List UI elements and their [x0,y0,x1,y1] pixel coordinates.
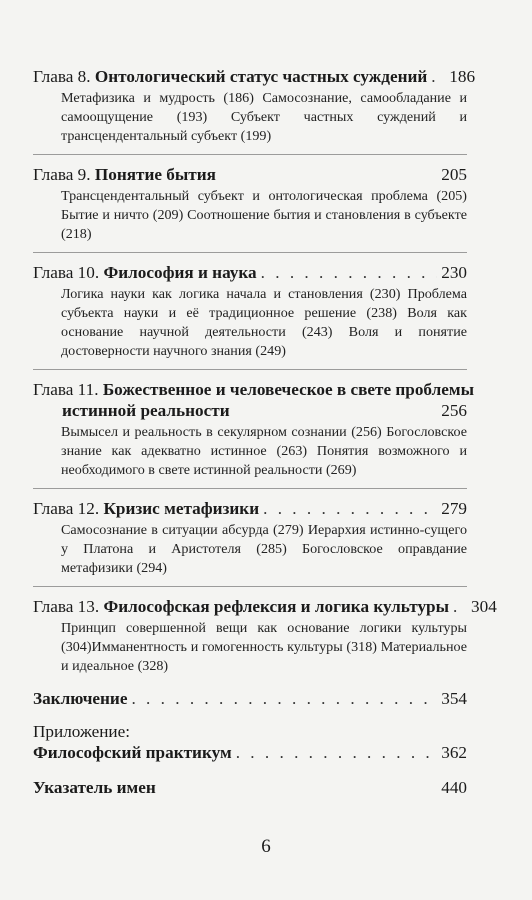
leader-dots [263,498,437,519]
divider [33,154,467,155]
toc-entry-chapter-13[interactable] [33,596,497,617]
chapter-sections: Метафизика и мудрость (186) Самосознание, самообладание и самоощущение (193) Субъект частных суждений и трансцендентальный субъект (199) [61,90,467,144]
chapter-title: Понятие бытия [94,165,216,184]
chapter-prefix: Глава 11. [33,380,99,399]
divider [33,488,467,489]
page-number: 186 [449,67,476,86]
chapter-sections: Трансцендентальный субъект и онтологическая проблема (205) Бытие и ничто (209) Соотношение бытия и становления в субъекте (218) [61,188,467,242]
page-number: 304 [471,597,497,616]
page-number: 279 [441,499,467,518]
chapter-title: Кризис метафизики [103,499,260,518]
chapter-title: Онтологический статус частных суждений [94,67,428,86]
page-number: 256 [441,401,467,420]
chapter-sections: Самосознание в ситуации абсурда (279) Иерархия истинно-сущего у Платона и Аристотеля (285) Богословское оправдание метафизики (294) [61,522,467,576]
appendix-label: Приложение: [33,722,131,741]
chapter-prefix: Глава 13. [33,597,100,616]
leader-dots [261,262,438,283]
chapter-title: Божественное и человеческое в свете проблемы [102,380,474,399]
table-of-contents [33,66,497,798]
divider [33,252,467,253]
section-title: Указатель имен [33,778,156,797]
chapter-prefix: Глава 9. [33,165,91,184]
leader-dots [131,688,437,709]
page-number: 205 [441,165,467,184]
chapter-prefix: Глава 10. [33,263,100,282]
section-title: Заключение [33,689,128,708]
toc-entry-index[interactable] [33,777,467,798]
toc-entry-appendix[interactable] [33,742,467,763]
chapter-prefix: Глава 8. [33,67,91,86]
leader-dots [453,596,467,617]
divider [33,369,467,370]
chapter-title-continued: истинной реальности [62,401,230,420]
chapter-sections: Принцип совершенной вещи как основание логики культуры (304)Имманентность и гомогенность культуры (318) Материальное и идеальное (328) [61,620,467,674]
chapter-prefix: Глава 12. [33,499,100,518]
page-folio: 6 [261,836,271,857]
section-title: Философский практикум [33,743,232,762]
page-number: 362 [441,743,467,762]
leader-dots [431,66,445,87]
chapter-sections: Логика науки как логика начала и становления (230) Проблема субъекта науки и её традиционное решение (238) Воля как основание научной деятельности (243) Воля и понятие достоверности научного знания (249) [61,286,467,359]
toc-entry-chapter-12[interactable] [33,498,467,519]
chapter-sections: Вымысел и реальность в секулярном сознании (256) Богословское знание как адекватно истинное (263) Понятия возможного и необходимого в свете истинной реальности (269) [61,424,467,478]
toc-entry-chapter-11[interactable] [33,379,474,400]
toc-entry-conclusion[interactable] [33,688,467,709]
toc-entry-chapter-10[interactable] [33,262,467,283]
chapter-title: Философия и наука [103,263,257,282]
page-number: 440 [441,778,467,797]
divider [33,586,467,587]
page-number: 354 [441,689,467,708]
chapter-title: Философская рефлексия и логика культуры [103,597,450,616]
leader-dots [236,742,438,763]
toc-entry-chapter-9[interactable] [33,164,467,185]
page-number: 230 [441,263,467,282]
toc-entry-chapter-8[interactable] [33,66,476,87]
